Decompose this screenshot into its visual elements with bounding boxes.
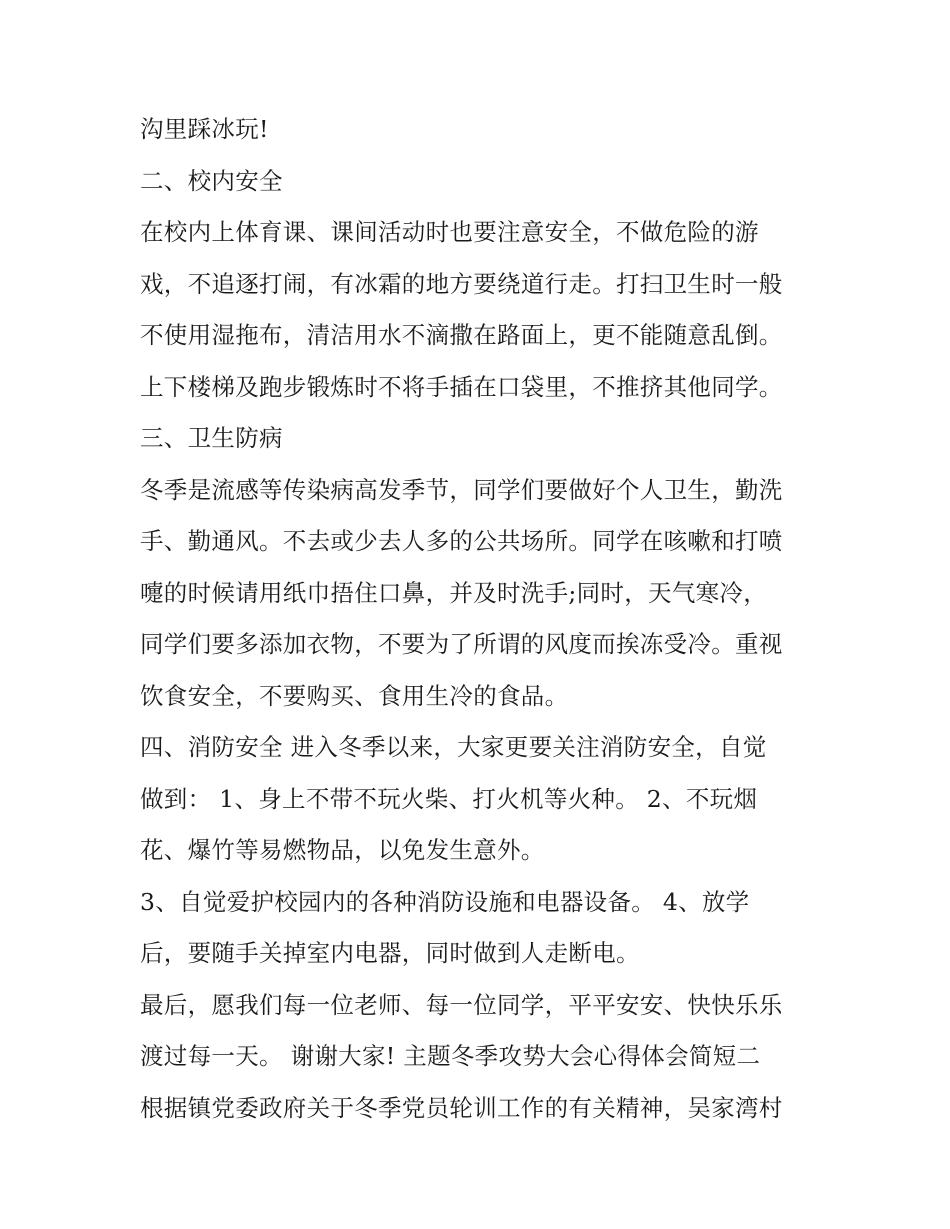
text-line: 花、爆竹等易燃物品，以免发生意外。	[140, 836, 545, 864]
text-line: 不使用湿拖布，清洁用水不滴撒在路面上，更不能随意乱倒。	[140, 321, 783, 349]
document-body	[140, 104, 830, 1134]
text-line: 渡过每一天。 谢谢大家! 主题冬季攻势大会心得体会简短二	[140, 1042, 761, 1070]
text-line: 后，要随手关掉室内电器，同时做到人走断电。	[140, 939, 640, 967]
text-line: 根据镇党委政府关于冬季党员轮训工作的有关精神，吴家湾村	[140, 1093, 783, 1122]
text-line: 同学们要多添加衣物，不要为了所谓的风度而挨冻受冷。重视	[140, 630, 783, 658]
section-heading: 四、消防安全 进入冬季以来，大家更要关注消防安全，自觉	[140, 733, 767, 761]
text-line: 饮食安全，不要购买、食用生冷的食品。	[140, 681, 569, 710]
text-line: 手、勤通风。不去或少去人多的公共场所。同学在咳嗽和打喷	[140, 527, 783, 555]
text-line: 沟里踩冰玩!	[140, 115, 269, 143]
text-line: 最后，愿我们每一位老师、每一位同学，平平安安、快快乐乐	[140, 990, 783, 1019]
text-line: 冬季是流感等传染病高发季节，同学们要做好个人卫生，勤洗	[140, 475, 783, 504]
section-heading: 三、卫生防病	[140, 424, 283, 452]
section-heading: 二、校内安全	[140, 166, 283, 195]
text-line: 嚏的时候请用纸巾捂住口鼻，并及时洗手;同时，天气寒冷，	[140, 578, 768, 607]
text-line: 戏，不追逐打闹，有冰霜的地方要绕道行走。打扫卫生时一般	[140, 269, 783, 298]
text-line: 3、自觉爱护校园内的各种消防设施和电器设备。 4、放学	[140, 887, 750, 916]
text-line: 在校内上体育课、课间活动时也要注意安全，不做危险的游	[140, 218, 759, 246]
text-line: 上下楼梯及跑步锻炼时不将手插在口袋里，不推挤其他同学。	[140, 372, 783, 401]
text-line: 做到： 1、身上不带不玩火柴、打火机等火种。 2、不玩烟	[140, 784, 758, 813]
